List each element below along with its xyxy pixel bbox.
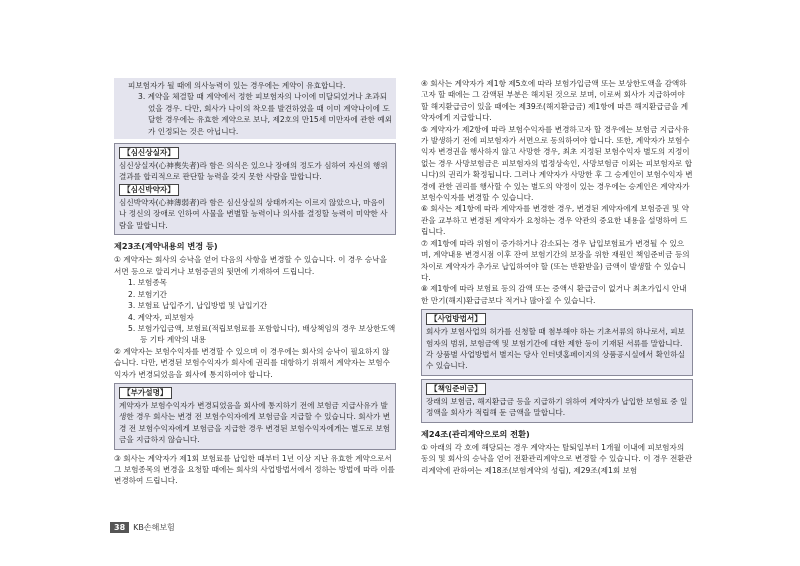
article-23-list <box>114 277 396 345</box>
business-method-box <box>421 309 693 376</box>
article-23-para-2: ② 계약자는 보험수익자를 변경할 수 있으며 이 경우에는 회사의 승낙이 필요하지 않습니다. 다만, 변경된 보험수익자가 회사에 권리를 대항하기 위해서 계약자는 보험수익자가 변경되었음을 회사에 통지하여야 합니다. <box>114 346 390 379</box>
tag-reserve: 【책임준비금】 <box>426 383 486 395</box>
article-23-para-3: ③ 회사는 계약자가 제1회 보험료를 납입한 때부터 1년 이상 지난 유효한 계약으로서 그 보험종목의 변경을 요청할 때에는 회사의 사업방법서에서 정하는 방법에 따라 이를 변경하여 드립니다. <box>114 453 395 486</box>
definition-box-mental <box>114 143 396 235</box>
item-3-text: 3. 계약을 체결할 때 계약에서 정한 피보험자의 나이에 미달되었거나 초과되었을 경우. 다만, 회사가 나이의 착오를 발견하였을 때 이미 계약나이에 도달한 경우에는 유효한 계약으로 보나, 제2호의 만15세 미만자에 관한 예외가 인정되는 것은 아닙니다. <box>138 92 393 136</box>
article-24-para-1: ① 아래의 각 호에 해당되는 경우 계약자는 탈퇴일부터 1개월 이내에 피보험자의 동의 및 회사의 승낙을 얻어 전환관리계약으로 변경할 수 있습니다. 이 경우 전환관리계약에 관하여는 제18조(보험계약의 성립), 제29조(제1회 보험 <box>421 442 693 475</box>
brand-name: KB손해보험 <box>133 523 175 532</box>
article-23-para-4: ④ 회사는 계약자가 제1항 제5호에 따라 보험가입금액 또는 보상한도액을 감액하고자 할 때에는 그 감액된 부분은 해지된 것으로 보며, 이로써 회사가 지급하여야 할 해지환급금이 있을 때에는 제39조(해지환급금) 제1항에 따른 해지환급금을 계약자에게 지급합니다. <box>421 79 689 123</box>
continued-item-text: 피보험자가 될 때에 의사능력이 있는 경우에는 계약이 유효합니다. <box>128 81 346 90</box>
tag-mental-weakness: 【심신박약자】 <box>119 184 179 196</box>
page-number: 38 <box>110 522 129 533</box>
tag-additional-explanation: 【부가설명】 <box>119 387 172 399</box>
article-23-para-5: ⑤ 계약자가 제2항에 따라 보험수익자를 변경하고자 할 경우에는 보험금 지급사유가 발생하기 전에 피보험자가 서면으로 동의하여야 합니다. 또한, 계약자가 보험수익자 변경권을 행사하지 않고 사망한 경우, 최초 지정된 보험수익자 별도의 지정이 없는 경우 사망보험금은 피보험자의 법정상속인, 사망보험금 이외는 피보험자로 합니다)의 권리가 확정됩니다. 그러나 계약자가 사망한 후 그 승계인이 보험수익자 변경에 관한 권리를 행사할 수 있는 별도의 약정이 있는 경우에는 승계인은 계약자가 보험수익자를 변경할 수 있습니다. <box>421 124 693 203</box>
tag-mental-incapacity: 【심신상실자】 <box>119 147 179 159</box>
continued-item-block <box>114 78 396 139</box>
business-method-text: 회사가 보험사업의 허가를 신청할 때 첨부해야 하는 기초서류의 하나로서, 피보험자의 범위, 보험금액 및 보험기간에 대한 제한 등이 기재된 서류를 말합니다. 각 상품별 사업방법서 별지는 당사 인터넷홈페이지의 상품공시실에서 확인하실 수 있습니다. <box>426 327 685 371</box>
right-column <box>421 78 693 476</box>
list-item: 4. 계약자, 피보험자 <box>128 312 194 322</box>
left-column <box>114 78 396 487</box>
tag-business-method: 【사업방법서】 <box>426 313 486 325</box>
list-item: 1. 보험종목 <box>128 278 168 288</box>
def-mental-weakness: 심신박약자(心神薄弱者)라 함은 심신상실의 상태까지는 이르지 않았으나, 마음이나 정신의 장애로 인하여 사물을 변별할 능력이나 의사를 결정할 능력이 미약한 사람을 말합니다. <box>119 197 388 230</box>
article-23-para-6: ⑥ 회사는 제1항에 따라 계약자를 변경한 경우, 변경된 계약자에게 보험증권 및 약관을 교부하고 변경된 계약자가 요청하는 경우 약관의 중요한 내용을 설명하여 드립니다. <box>421 204 690 237</box>
article-24-title: 제24조(관리계약으로의 전환) <box>421 428 530 439</box>
list-item: 5. 보험가입금액, 보험료(적립보험료를 포함합니다), 배상책임의 경우 보상한도액 등 기타 계약의 내용 <box>128 323 396 345</box>
article-23-para-7: ⑦ 제1항에 따라 위험이 증가하거나 감소되는 경우 납입보험료가 변경될 수 있으며, 계약내용 변경시점 이후 잔여 보험기간의 보장을 위한 재원인 책임준비금 등의 차이로 계약자가 추가로 납입하여야 할 (또는 반환받을) 금액이 발생할 수 있습니다. <box>421 238 690 282</box>
article-23-title: 제23조(계약내용의 변경 등) <box>114 241 218 252</box>
list-item: 2. 보험기간 <box>128 289 168 299</box>
def-mental-incapacity: 심신상실자(心神喪失者)라 함은 의식은 있으나 장애의 정도가 심하여 자신의 행위 결과를 합리적으로 판단할 능력을 갖지 못한 사람을 말합니다. <box>119 161 388 182</box>
additional-explanation-text: 계약자가 보험수익자가 변경되었음을 회사에 통지하기 전에 보험금 지급사유가 발생한 경우 회사는 변경 전 보험수익자에게 보험금을 지급할 수 있습니다. 회사가 변경 전 보험수익자에게 보험금을 지급한 경우 변경된 보험수익자에게는 별도로 보험금을 지급하지 않습니다. <box>119 400 391 445</box>
page-footer <box>110 522 175 533</box>
article-23-para-8: ⑧ 제1항에 따라 보험료 등의 감액 또는 증액시 환급금이 없거나 최초가입시 안내한 만기(해지)환급금보다 적거나 많아질 수 있습니다. <box>421 284 687 305</box>
article-23-para-1: ① 계약자는 회사의 승낙을 얻어 다음의 사항을 변경할 수 있습니다. 이 경우 승낙을 서면 등으로 알리거나 보험증권의 뒷면에 기재하여 드립니다. <box>114 255 387 276</box>
reserve-box <box>421 379 693 423</box>
additional-explanation-box <box>114 383 396 450</box>
list-item: 3. 보험료 납입주기, 납입방법 및 납입기간 <box>128 301 268 311</box>
reserve-text: 장래의 보험금, 해지환급금 등을 지급하기 위하여 계약자가 납입한 보험료 중 일정액을 회사가 적립해 둔 금액을 말합니다. <box>426 396 688 418</box>
